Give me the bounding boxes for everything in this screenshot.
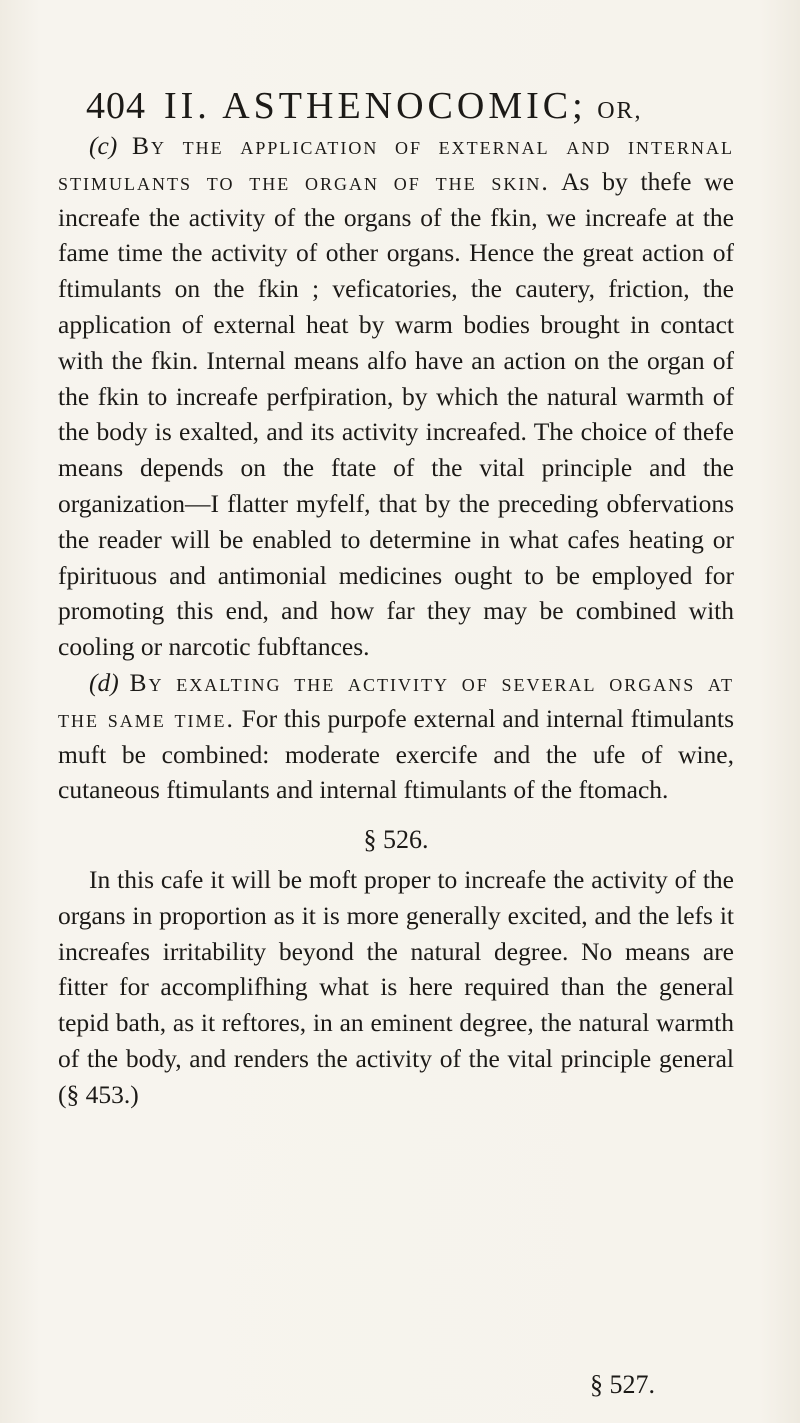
paragraph-text: As by thefe we increafe the activity of the organs of the fkin, we increafe at the fame time the activity of other organs. Hence the great action of ftimulants on the fkin ; veficatories, the cautery, friction, the application of external heat by warm bodies brought in contact with the fkin. Internal means alfo have an action on the organ of the fkin to increafe perfpiration, by which the natural warmth of the body is exalted, and its activity increafed. The choice of thefe means depends on the ftate of the vital principle and the organization—I flatter myfelf, that by the preceding obfervations the reader will be enabled to determine in what cafes heating or fpirituous and antimonial medicines ought to be employed for promoting this end, and how far they may be combined with cooling or narcotic fubftances.	[58, 166, 734, 662]
section-number: § 526.	[363, 825, 429, 855]
paragraph-heading: By exalting the activity of several organs at the same time.	[58, 667, 735, 733]
paragraph-d	[58, 665, 734, 808]
next-section-catchword: § 527.	[590, 1370, 655, 1399]
paragraph-text: For this purpofe external and internal ftimulants muft be combined: moderate exercife and the ufe of wine, cutaneous ftimulants and internal ftimulants of the ftomach.	[58, 703, 734, 805]
running-header	[86, 84, 726, 128]
section-text: In this cafe it will be moft proper to increafe the activity of the organs in proportion as it is more generally excited, and the lefs it increafes irritability beyond the natural degree. No means are fitter for accomplifhing what is here required than the general tepid bath, as it reftores, in an eminent degree, the natural warmth of the body, and renders the activity of the vital principle general (§ 453.)	[58, 864, 734, 1109]
paragraph-c	[58, 128, 734, 665]
paragraph-label: (d)	[89, 667, 119, 697]
page-body	[58, 128, 734, 1113]
running-title-suffix: OR,	[597, 98, 643, 124]
paragraph-heading: By the application of external and internal stimulants to the organ of the skin.	[58, 131, 734, 196]
page-number: 404	[86, 85, 146, 127]
paragraph-label: (c)	[89, 131, 118, 160]
running-title: II. ASTHENOCOMIC;	[164, 85, 587, 127]
